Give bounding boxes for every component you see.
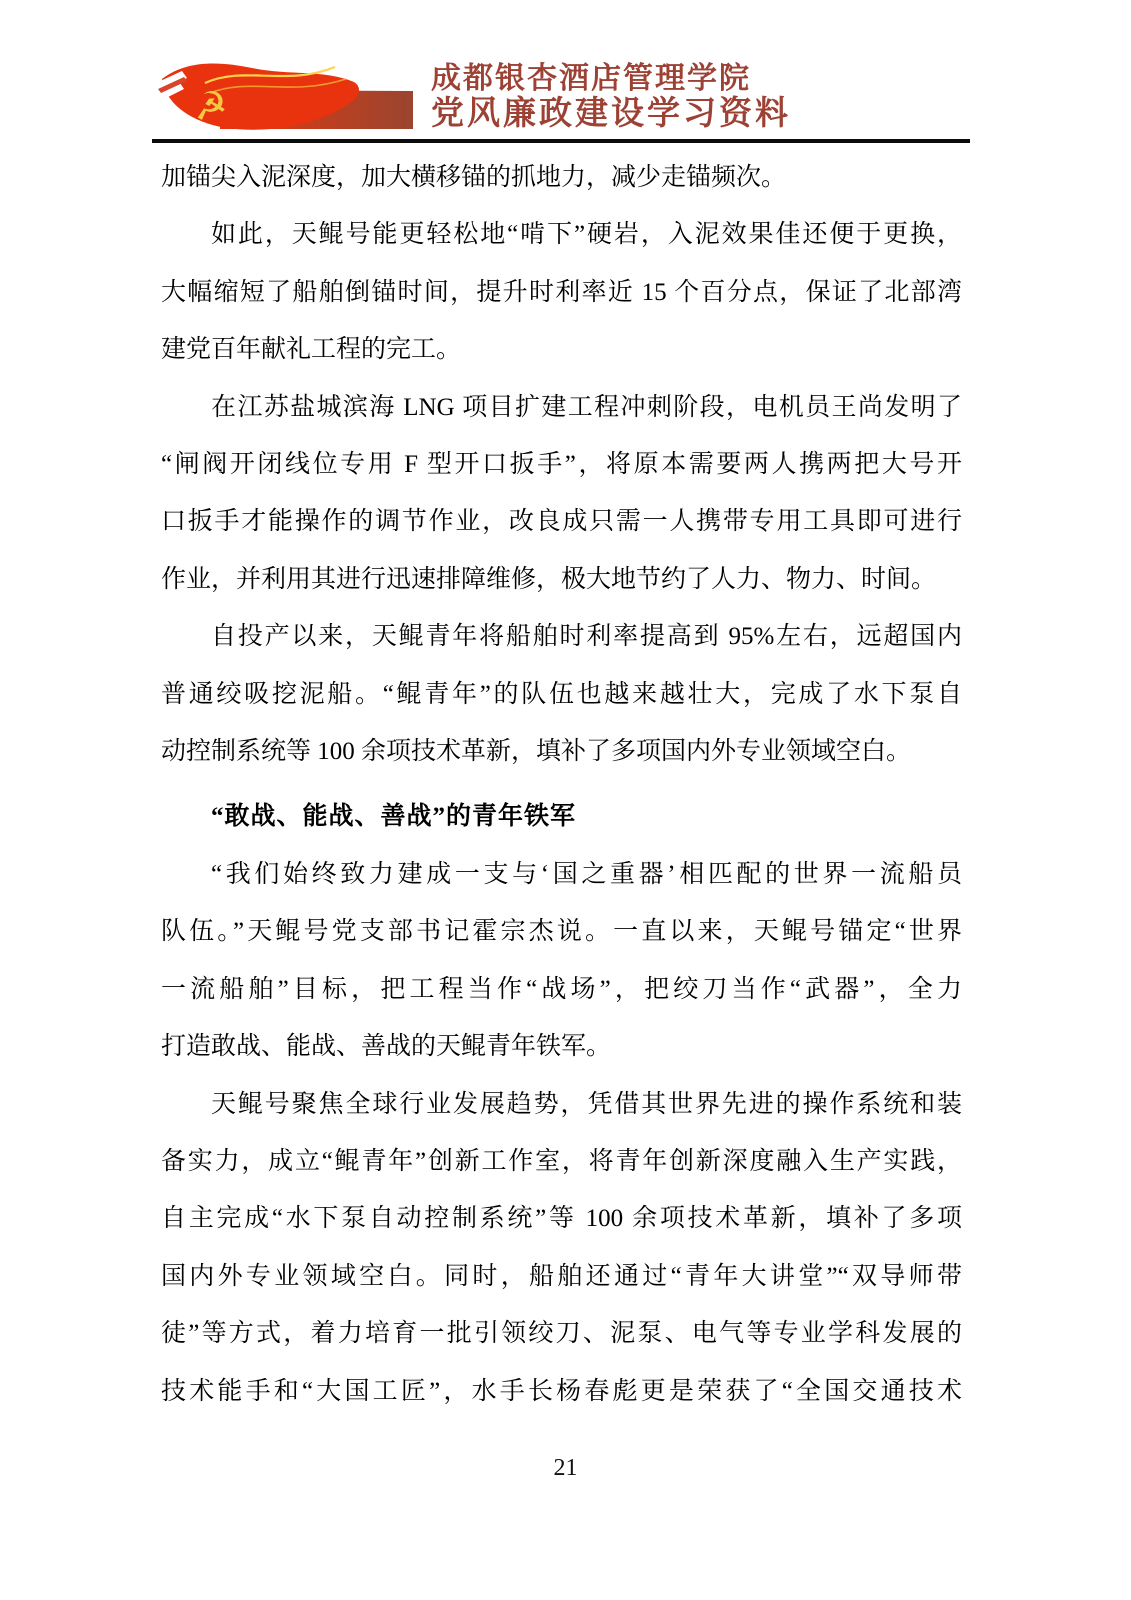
text-line: 建党百年献礼工程的完工。 xyxy=(161,336,462,364)
page-number: 21 xyxy=(553,1455,578,1481)
header-titles xyxy=(431,63,791,133)
paragraph xyxy=(161,149,962,206)
text-line: 天鲲号聚焦全球行业发展趋势，凭借其世界先进的操作系统和装 xyxy=(211,1090,962,1118)
text-line: 打造敢战、能战、善战的天鲲青年铁军。 xyxy=(161,1033,612,1061)
hammer-sickle-icon: ☭ xyxy=(191,82,230,130)
text-line: 自投产以来，天鲲青年将船舶时利率提高到 95%左右，远超国内 xyxy=(211,623,962,651)
document-body xyxy=(161,149,962,1420)
paragraph xyxy=(161,206,962,378)
text-line: “敢战、能战、善战”的青年铁军 xyxy=(211,803,577,831)
text-line: 作业，并利用其进行迅速排障维修，极大地节约了人力、物力、时间。 xyxy=(161,565,937,593)
text-line: “闸阀开闭线位专用 F 型开口扳手”，将原本需要两人携两把大号开 xyxy=(161,451,962,479)
paragraph xyxy=(161,846,962,1076)
text-line: 大幅缩短了船舶倒锚时间，提升时利率近 15 个百分点，保证了北部湾 xyxy=(161,278,962,306)
party-flag-icon xyxy=(150,57,415,135)
section-heading xyxy=(161,788,962,845)
text-line: 如此，天鲲号能更轻松地“啃下”硬岩，入泥效果佳还便于更换， xyxy=(211,221,962,249)
text-line: 自主完成“水下泵自动控制系统”等 100 余项技术革新，填补了多项 xyxy=(161,1205,962,1233)
text-line: 国内外专业领域空白。同时，船舶还通过“青年大讲堂”“双导师带 xyxy=(161,1262,962,1290)
text-line: 普通绞吸挖泥船。“鲲青年”的队伍也越来越壮大，完成了水下泵自 xyxy=(161,680,962,708)
paragraph xyxy=(161,1076,962,1420)
text-line: 徒”等方式，着力培育一批引领绞刀、泥泵、电气等专业学科发展的 xyxy=(161,1320,962,1348)
text-line: 口扳手才能操作的调节作业，改良成只需一人携带专用工具即可进行 xyxy=(161,508,962,536)
text-line: “我们始终致力建成一支与‘国之重器’相匹配的世界一流船员 xyxy=(211,860,962,888)
text-line: 加锚尖入泥深度，加大横移锚的抓地力，减少走锚频次。 xyxy=(161,164,787,191)
text-line: 动控制系统等 100 余项技术革新，填补了多项国内外专业领域空白。 xyxy=(161,738,912,766)
text-line: 技术能手和“大国工匠”，水手长杨春彪更是荣获了“全国交通技术 xyxy=(161,1377,962,1405)
institution-name: 成都银杏酒店管理学院 xyxy=(431,62,751,95)
document-title: 党风廉政建设学习资料 xyxy=(431,96,791,133)
paragraph xyxy=(161,608,962,780)
paragraph xyxy=(161,379,962,609)
header-divider xyxy=(152,139,970,143)
text-line: 备实力，成立“鲲青年”创新工作室，将青年创新深度融入生产实践， xyxy=(161,1147,962,1175)
text-line: 在江苏盐城滨海 LNG 项目扩建工程冲刺阶段，电机员王尚发明了 xyxy=(211,393,962,421)
text-line: 队伍。”天鲲号党支部书记霍宗杰说。一直以来，天鲲号锚定“世界 xyxy=(161,918,962,946)
text-line: 一流船舶”目标，把工程当作“战场”，把绞刀当作“武器”，全力 xyxy=(161,975,962,1003)
